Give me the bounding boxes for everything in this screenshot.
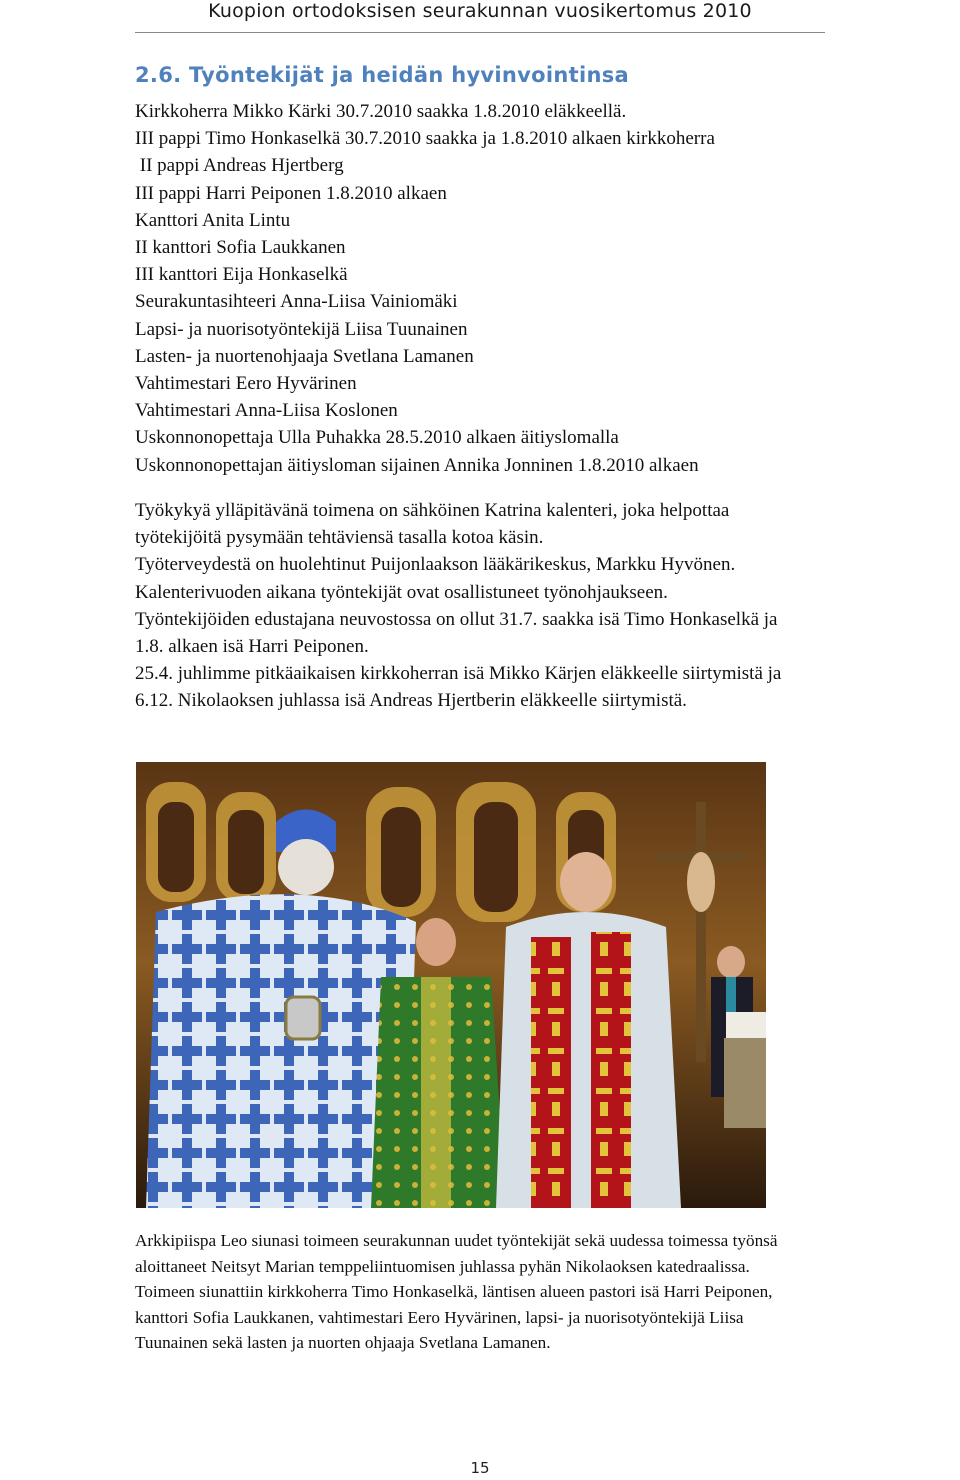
photo-caption	[135, 1228, 955, 1356]
staff-line: III kanttori Eija Honkaselkä	[135, 264, 348, 286]
caption-line: Toimeen siunattiin kirkkoherra Timo Honkaselkä, läntisen alueen pastori isä Harri Peiponen,	[135, 1282, 773, 1302]
staff-line: Seurakuntasihteeri Anna-Liisa Vainiomäki	[135, 291, 458, 313]
photo-illustration	[136, 762, 766, 1208]
staff-line: II kanttori Sofia Laukkanen	[135, 237, 346, 259]
caption-line: Arkkipiispa Leo siunasi toimeen seurakunnan uudet työntekijät sekä uudessa toimessa työnsä	[135, 1231, 778, 1250]
caption-line: Tuunainen sekä lasten ja nuorten ohjaaja Svetlana Lamanen.	[135, 1333, 551, 1353]
paragraph-line: Työntekijöiden edustajana neuvostossa on ollut 31.7. saakka isä Timo Honkaselkä ja	[135, 608, 778, 630]
paragraph-line: työtekijöitä pysymään tehtäviensä tasalla kotoa käsin.	[135, 527, 544, 549]
paragraph-line: Kalenterivuoden aikana työntekijät ovat osallistuneet työnohjaukseen.	[135, 581, 668, 603]
staff-line: II pappi Andreas Hjertberg	[135, 155, 344, 177]
staff-line: Kirkkoherra Mikko Kärki 30.7.2010 saakka 1.8.2010 eläkkeellä.	[135, 101, 627, 122]
paragraph-line: Työkykyä ylläpitävänä toimena on sähköinen Katrina kalenteri, joka helpottaa	[135, 500, 730, 521]
running-header: Kuopion ortodoksisen seurakunnan vuosikertomus 2010	[208, 0, 752, 22]
paragraph-line: Työterveydestä on huolehtinut Puijonlaakson lääkärikeskus, Markku Hyvönen.	[135, 554, 736, 576]
staff-line: Kanttori Anita Lintu	[135, 209, 291, 231]
wellbeing-paragraph	[135, 497, 855, 715]
blessing-ceremony-photo	[136, 762, 766, 1208]
staff-line: Vahtimestari Anna-Liisa Koslonen	[135, 400, 398, 422]
staff-line: III pappi Harri Peiponen 1.8.2010 alkaen	[135, 182, 447, 204]
staff-line: III pappi Timo Honkaselkä 30.7.2010 saakka ja 1.8.2010 alkaen kirkkoherra	[135, 128, 715, 150]
caption-line: kanttori Sofia Laukkanen, vahtimestari Eero Hyvärinen, lapsi- ja nuorisotyöntekijä Liisa	[135, 1307, 744, 1327]
staff-line: Uskonnonopettajan äitiysloman sijainen Annika Jonninen 1.8.2010 alkaen	[135, 454, 699, 476]
staff-line: Lapsi- ja nuorisotyöntekijä Liisa Tuunainen	[135, 318, 468, 340]
paragraph-line: 6.12. Nikolaoksen juhlassa isä Andreas Hjertberin eläkkeelle siirtymistä.	[135, 690, 687, 712]
paragraph-line: 1.8. alkaen isä Harri Peiponen.	[135, 636, 369, 658]
staff-line: Lasten- ja nuortenohjaaja Svetlana Lamanen	[135, 345, 474, 367]
staff-list	[135, 98, 855, 479]
staff-line: Uskonnonopettaja Ulla Puhakka 28.5.2010 alkaen äitiyslomalla	[135, 427, 619, 449]
paragraph-line: 25.4. juhlimme pitkäaikaisen kirkkoherran isä Mikko Kärjen eläkkeelle siirtymistä ja	[135, 663, 782, 685]
caption-line: aloittaneet Neitsyt Marian temppeliintuomisen juhlassa pyhän Nikolaoksen katedraalissa.	[135, 1256, 750, 1276]
page-number: 15	[470, 1459, 490, 1477]
header-divider	[135, 32, 825, 33]
staff-line: Vahtimestari Eero Hyvärinen	[135, 373, 357, 395]
section-heading: 2.6. Työntekijät ja heidän hyvinvointinsa	[135, 63, 629, 87]
